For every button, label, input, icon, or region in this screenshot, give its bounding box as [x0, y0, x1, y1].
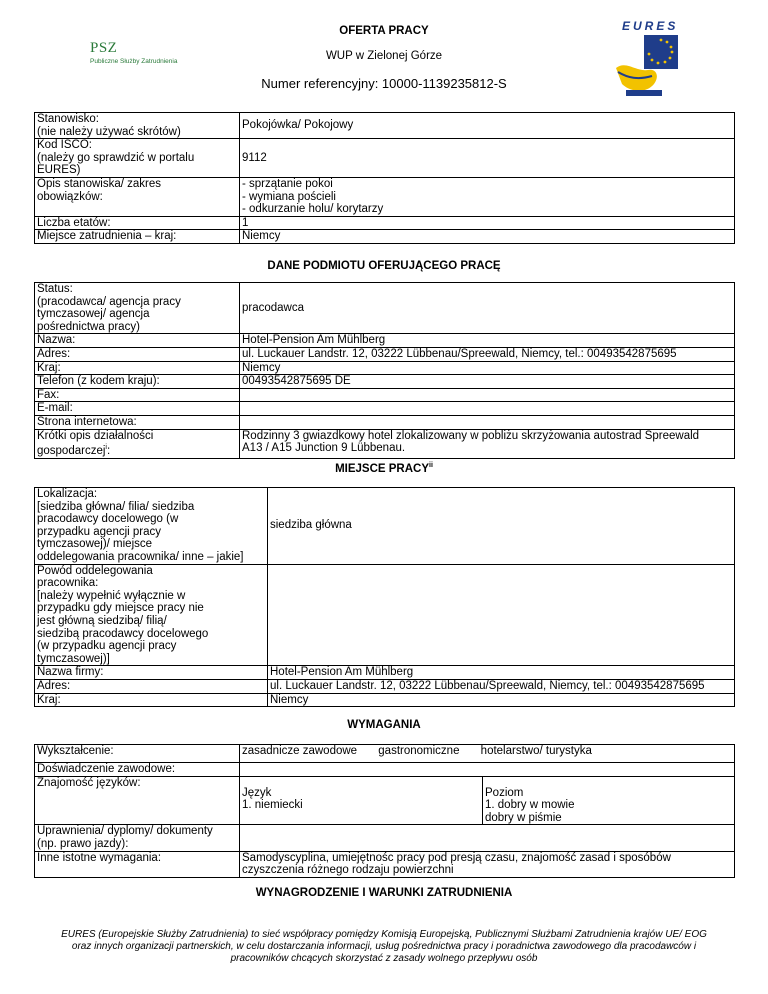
employer-country-label: Kraj:	[35, 361, 240, 375]
firm-name-label: Nazwa firmy:	[35, 666, 268, 680]
work-country-value: Niemcy	[240, 230, 735, 244]
employer-phone-label: Telefon (z kodem kraju):	[35, 375, 240, 389]
employer-name-value: Hotel-Pension Am Mühlberg	[240, 334, 735, 348]
employer-heading: DANE PODMIOTU OFERUJĄCEGO PRACĘ	[267, 260, 501, 272]
experience-value	[240, 763, 735, 777]
requirements-heading: WYMAGANIA	[347, 719, 421, 731]
psz-logo: PSZ Publiczne Służby Zatrudnienia	[90, 40, 178, 65]
employer-table	[34, 282, 735, 459]
employer-country-value: Niemcy	[240, 361, 735, 375]
employer-address-label: Adres:	[35, 347, 240, 361]
isco-label: Kod ISCO: (należy go sprawdzić w portalu EURES)	[35, 139, 240, 178]
level-column: Poziom 1. dobry w mowie dobry w piśmie	[483, 776, 735, 825]
location-value: siedziba główna	[268, 488, 735, 565]
firm-name-value: Hotel-Pension Am Mühlberg	[268, 666, 735, 680]
secondment-reason-value	[268, 564, 735, 666]
business-description-label: Krótki opis działalności gospodarczej$^i$:	[35, 429, 240, 458]
workplace-table	[34, 487, 735, 707]
permits-value	[240, 825, 735, 851]
footer-note: EURES (Europejskie Służby Zatrudnienia) to sieć współpracy pomiędzy Komisją Europejską, Publicznymi Służbami Zatrudnienia krajów UE/ EOG oraz innych organizacji partnerskich, w celu dostarczania informacji, usług pośrednictwa pracy i poradnictwa zawodowego dla pracodawców i pracowników chcących skorzystać z zasady wolnego przepływu osób	[61, 929, 707, 964]
positions-count-value: 1	[240, 216, 735, 230]
svg-text:EURES: EURES	[622, 19, 679, 33]
employer-fax-value	[240, 388, 735, 402]
office-name: WUP w Zielonej Górze	[325, 50, 443, 62]
language-column: Język 1. niemiecki	[240, 776, 483, 825]
business-description-value: Rodzinny 3 gwiazdkowy hotel zlokalizowany w pobliżu skrzyżowania autostrad Spreewald A13 / A15 Junction 9 Lübbenau.	[240, 429, 735, 458]
employer-website-label: Strona internetowa:	[35, 415, 240, 429]
workplace-country-value: Niemcy	[268, 693, 735, 707]
requirements-table	[34, 744, 735, 878]
status-label: Status: (pracodawca/ agencja pracy tymczasowej/ agencja pośrednictwa pracy)	[35, 283, 240, 334]
experience-label: Doświadczenie zawodowe:	[35, 763, 240, 777]
document-title: OFERTA PRACY	[339, 25, 429, 37]
languages-label: Znajomość języków:	[35, 776, 240, 825]
workplace-address-label: Adres:	[35, 679, 268, 693]
workplace-address-value: ul. Luckauer Landstr. 12, 03222 Lübbenau/Spreewald, Niemcy, tel.: 00493542875695	[268, 679, 735, 693]
status-value: pracodawca	[240, 283, 735, 334]
employer-phone-value: 00493542875695 DE	[240, 375, 735, 389]
permits-label: Uprawnienia/ dyplomy/ dokumenty (np. prawo jazdy):	[35, 825, 240, 851]
education-label: Wykształcenie:	[35, 745, 240, 763]
employer-fax-label: Fax:	[35, 388, 240, 402]
work-country-label: Miejsce zatrudnienia – kraj:	[35, 230, 240, 244]
positions-count-label: Liczba etatów:	[35, 216, 240, 230]
isco-value: 9112	[240, 139, 735, 178]
eures-logo	[608, 18, 686, 102]
position-value: Pokojówka/ Pokojowy	[240, 113, 735, 139]
employer-website-value	[240, 415, 735, 429]
workplace-country-label: Kraj:	[35, 693, 268, 707]
education-values: zasadnicze zawodowe gastronomiczne hotelarstwo/ turystyka	[240, 745, 735, 763]
secondment-reason-label: Powód oddelegowania pracownika: [należy wypełnić wyłącznie w przypadku gdy miejsce pracy nie jest główną siedzibą/ filią/ siedzibą pracodawcy docelowego (w przypadku agencji pracy tymczasowej)]	[35, 564, 268, 666]
employer-email-label: E-mail:	[35, 402, 240, 416]
location-label: Lokalizacja: [siedziba główna/ filia/ siedziba pracodawcy docelowego (w przypadku agencji pracy tymczasowej)/ miejsce oddelegowania pracownika/ inne – jakie]	[35, 488, 268, 565]
workplace-heading: MIEJSCE PRACY$^{ii}$	[335, 462, 433, 475]
employer-name-label: Nazwa:	[35, 334, 240, 348]
job-table	[34, 112, 735, 244]
duties-value: - sprzątanie pokoi - wymiana pościeli - odkurzanie holu/ korytarzy	[240, 177, 735, 216]
reference-number: Numer referencyjny: 10000-1139235812-S	[261, 76, 507, 91]
employer-address-value: ul. Luckauer Landstr. 12, 03222 Lübbenau/Spreewald, Niemcy, tel.: 00493542875695	[240, 347, 735, 361]
duties-label: Opis stanowiska/ zakres obowiązków:	[35, 177, 240, 216]
other-requirements-label: Inne istotne wymagania:	[35, 851, 240, 877]
salary-heading: WYNAGRODZENIE I WARUNKI ZATRUDNIENIA	[255, 887, 513, 899]
other-requirements-value: Samodyscyplina, umiejętnośc pracy pod presją czasu, znajomość zasad i sposóbów czyszczenia różnego rodzaju powierzchni	[240, 851, 735, 877]
employer-email-value	[240, 402, 735, 416]
position-label: Stanowisko: (nie należy używać skrótów)	[35, 113, 240, 139]
